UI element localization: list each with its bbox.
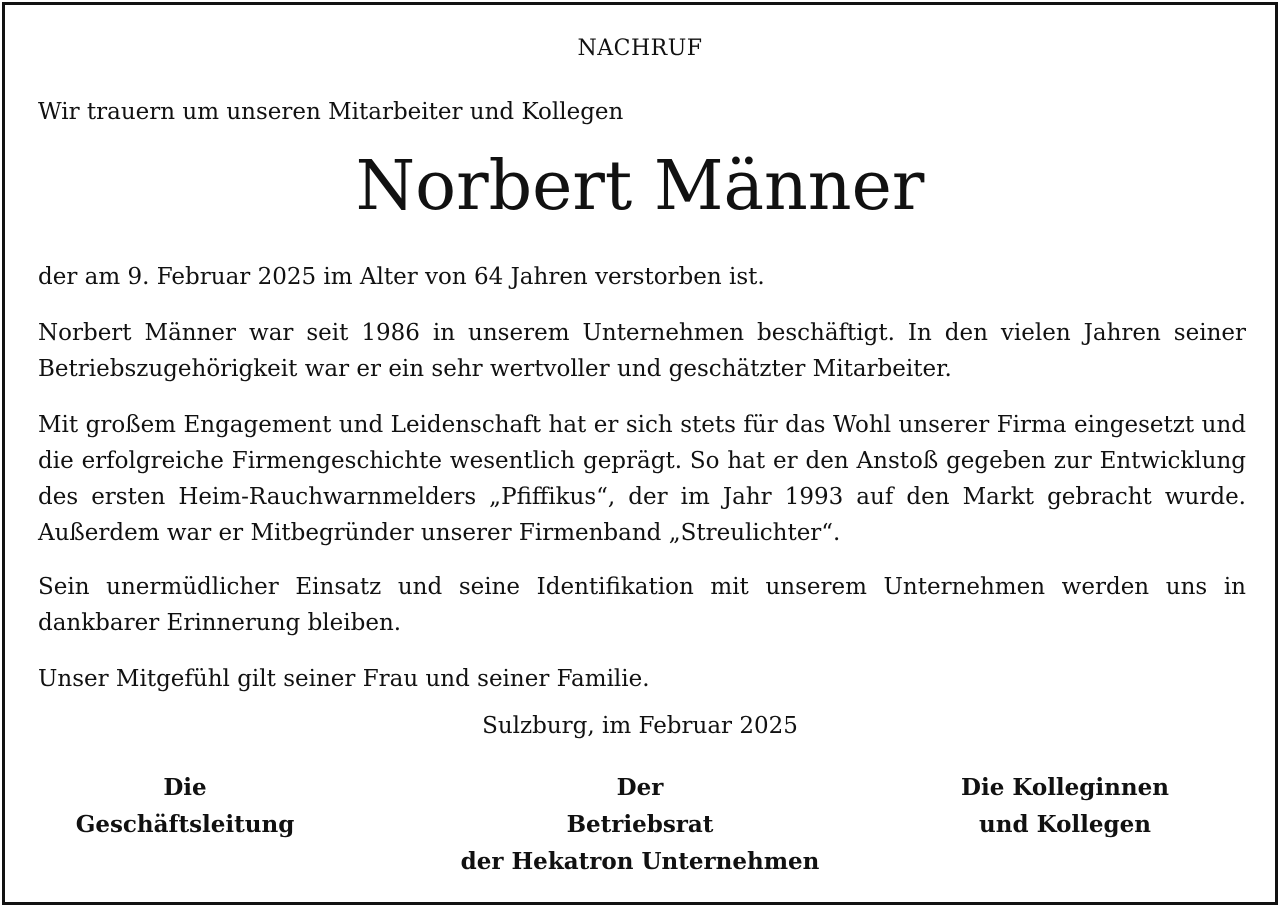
paragraph-achievements: Mit großem Engagement und Leidenschaft hat er sich stets für das Wohl unserer Firma eingesetzt und die erfolgreiche Firmengeschichte wesentlich geprägt. So hat er den Anstoß gegeben zur Entwicklung des ersten Heim-Rauchwarnmelders „Pfiffikus“, der im Jahr 1993 auf den Markt gebracht wurde. Außerdem war er Mitbegründer unserer Firmenband „Streulichter“. bbox=[38, 412, 1246, 546]
paragraph-remembrance: Sein unermüdlicher Einsatz und seine Identifikation mit unserem Unternehmen werden uns in dankbarer Erinnerung bleiben. bbox=[38, 574, 1246, 636]
signature-colleagues bbox=[920, 769, 1210, 843]
place-and-date: Sulzburg, im Februar 2025 bbox=[482, 713, 798, 739]
signature-management bbox=[65, 769, 305, 843]
deceased-name: Norbert Männer bbox=[355, 147, 925, 226]
signature-line: Geschäftsleitung bbox=[75, 811, 295, 838]
death-date-line: der am 9. Februar 2025 im Alter von 64 Jahren verstorben ist. bbox=[38, 264, 765, 290]
intro-line: Wir trauern um unseren Mitarbeiter und Kollegen bbox=[38, 99, 624, 125]
signature-line: Die bbox=[163, 774, 207, 801]
notice-heading: NACHRUF bbox=[577, 36, 703, 61]
signature-line: Der bbox=[616, 774, 664, 801]
signature-line: Betriebsrat bbox=[566, 811, 714, 838]
signature-line: der Hekatron Unternehmen bbox=[460, 848, 820, 875]
signature-works-council bbox=[417, 769, 863, 880]
obituary-notice bbox=[2, 2, 1278, 905]
paragraph-condolence: Unser Mitgefühl gilt seiner Frau und seiner Familie. bbox=[38, 666, 650, 692]
signature-line: Die Kolleginnen bbox=[961, 774, 1169, 801]
signature-line: und Kollegen bbox=[979, 811, 1151, 838]
paragraph-employment: Norbert Männer war seit 1986 in unserem Unternehmen beschäftigt. In den vielen Jahren seiner Betriebszugehörigkeit war er ein sehr wertvoller und geschätzter Mitarbeiter. bbox=[38, 320, 1246, 382]
